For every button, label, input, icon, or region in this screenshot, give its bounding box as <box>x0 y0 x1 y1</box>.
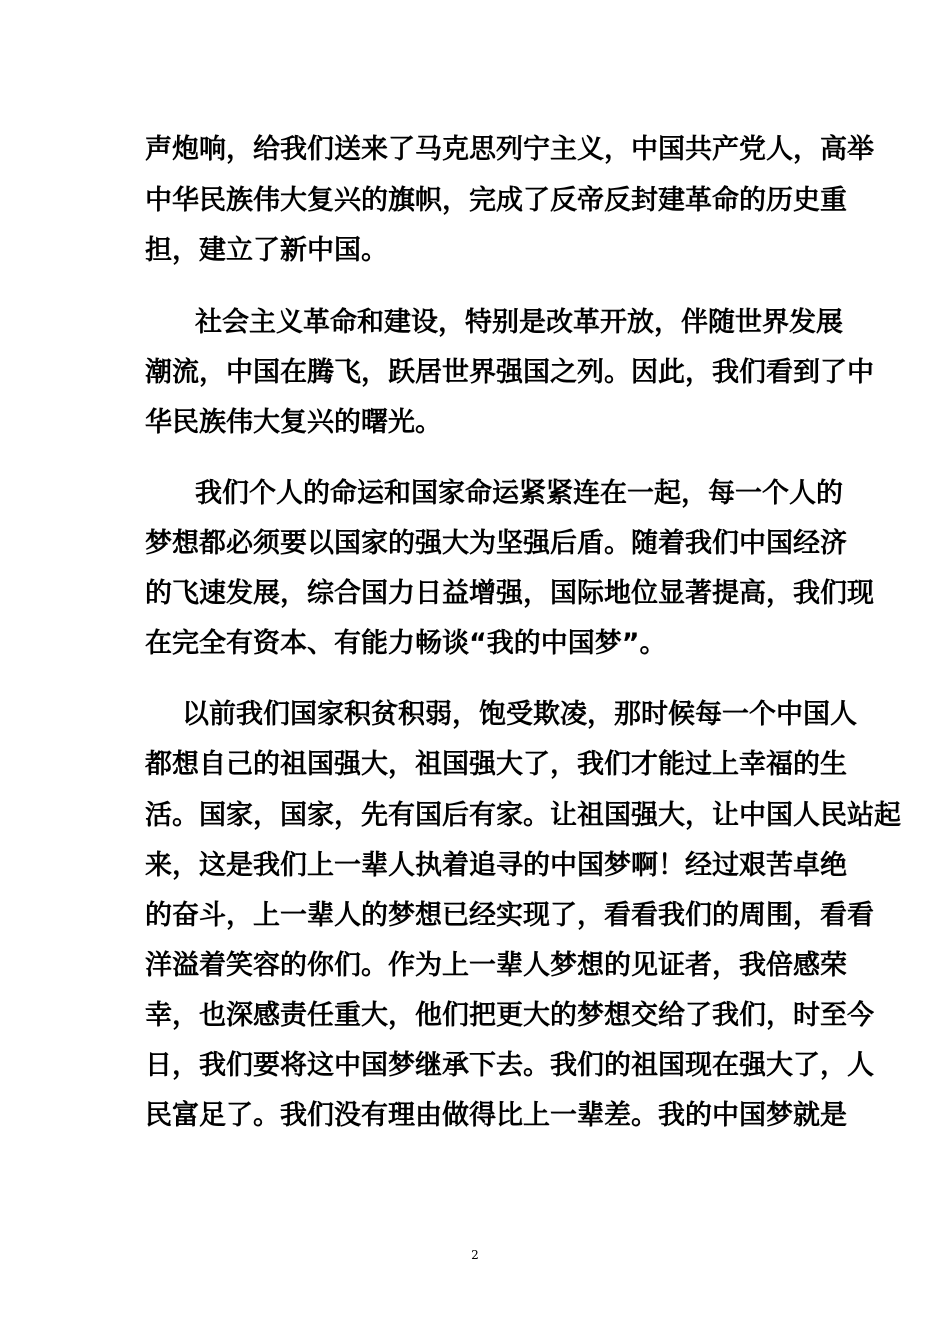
paragraph-1-line-2: 中华民族伟大复兴的旗帜，完成了反帝反封建革命的历史重 <box>145 185 847 216</box>
paragraph-1-line-3: 担，建立了新中国。 <box>145 235 388 266</box>
paragraph-3-line-3: 的飞速发展，综合国力日益增强，国际地位显著提高，我们现 <box>145 578 874 609</box>
paragraph-3-line-1: 我们个人的命运和国家命运紧紧连在一起，每一个人的 <box>195 478 843 509</box>
page-number: 2 <box>471 1248 479 1262</box>
paragraph-4-line-6: 洋溢着笑容的你们。作为上一辈人梦想的见证者，我倍感荣 <box>145 950 847 981</box>
paragraph-4-line-2: 都想自己的祖国强大，祖国强大了，我们才能过上幸福的生 <box>145 749 847 780</box>
paragraph-3-line-2: 梦想都必须要以国家的强大为坚强后盾。随着我们中国经济 <box>145 528 847 559</box>
paragraph-4-line-3: 活。国家，国家，先有国后有家。让祖国强大，让中国人民站起 <box>145 800 901 831</box>
paragraph-4-line-7: 幸，也深感责任重大，他们把更大的梦想交给了我们，时至今 <box>145 1000 874 1031</box>
paragraph-2-line-1: 社会主义革命和建设，特别是改革开放，伴随世界发展 <box>195 307 843 338</box>
paragraph-2-line-3: 华民族伟大复兴的曙光。 <box>145 407 442 438</box>
paragraph-4-line-8: 日，我们要将这中国梦继承下去。我们的祖国现在强大了，人 <box>145 1050 874 1081</box>
paragraph-4-line-4: 来，这是我们上一辈人执着追寻的中国梦啊！经过艰苦卓绝 <box>145 850 847 881</box>
paragraph-4-line-1: 以前我们国家积贫积弱，饱受欺凌，那时候每一个中国人 <box>182 699 857 730</box>
paragraph-4-line-5: 的奋斗，上一辈人的梦想已经实现了，看看我们的周围，看看 <box>145 900 874 931</box>
paragraph-2-line-2: 潮流，中国在腾飞，跃居世界强国之列。因此，我们看到了中 <box>145 357 874 388</box>
paragraph-4-line-9: 民富足了。我们没有理由做得比上一辈差。我的中国梦就是 <box>145 1100 847 1131</box>
paragraph-1-line-1: 声炮响，给我们送来了马克思列宁主义，中国共产党人，高举 <box>145 134 874 165</box>
paragraph-3-line-4: 在完全有资本、有能力畅谈“我的中国梦”。 <box>145 628 667 659</box>
